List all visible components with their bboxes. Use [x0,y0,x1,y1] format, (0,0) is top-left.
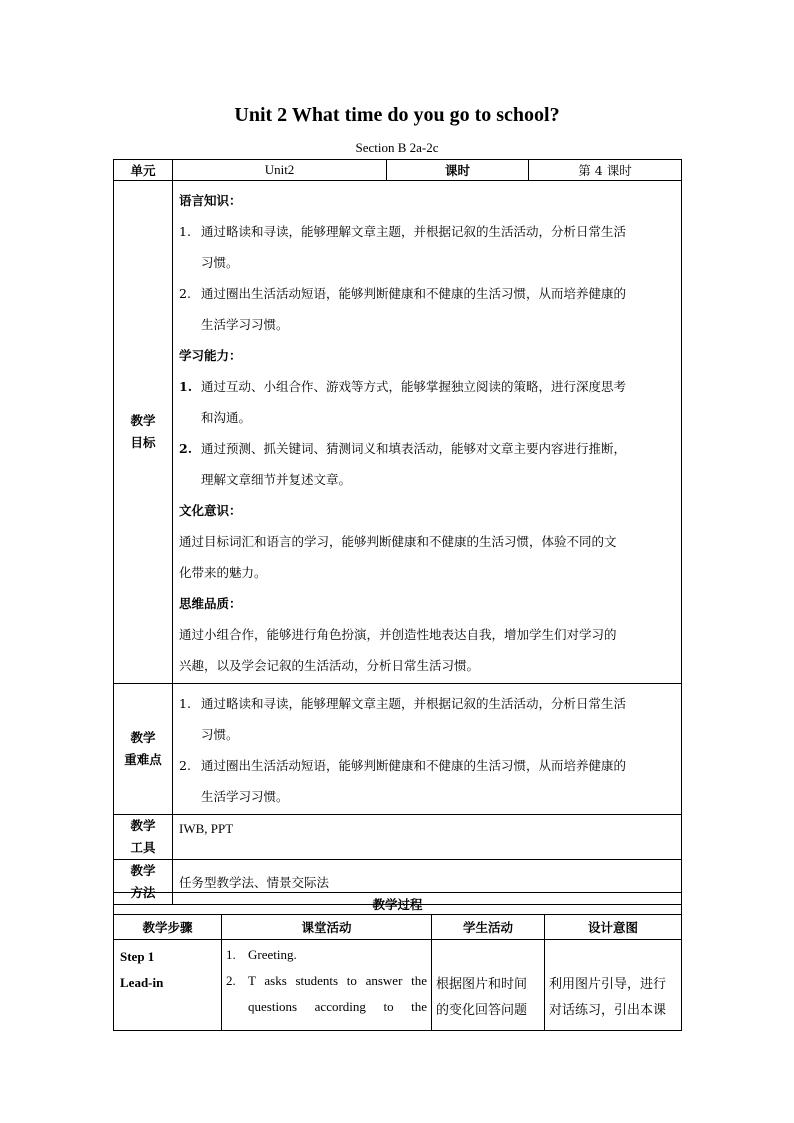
design-intent-line2: 对话练习，引出本课 [549,1003,667,1018]
objectives-row [114,181,682,684]
objectives-label-line2: 目标 [130,435,156,450]
item-text: 通过略读和寻读，能够理解文章主题，并根据记叙的生活活动，分析日常生活 [201,696,627,711]
class-activity-cell [222,940,432,1031]
design-intent-cell [545,940,682,1031]
methods-label-line2: 方法 [130,885,156,900]
period-value: 第 4 课时 [529,160,682,181]
language-heading: 语言知识： [179,193,242,208]
thinking-text-line2: 兴趣，以及学会记叙的生活活动，分析日常生活习惯。 [179,658,480,673]
key-point-item-2 [179,750,675,812]
teaching-process-table [113,892,682,1031]
item-number: 1. [179,224,191,239]
item-text-cont: 和沟通。 [201,410,252,425]
item-number: 2. [179,286,191,301]
header-student-activity: 学生活动 [432,915,545,940]
document-subtitle: Section B 2a-2c [355,140,439,155]
activity-text: Greeting. [248,947,297,962]
language-item-2 [179,278,675,340]
tools-label-line2: 工具 [130,840,156,855]
key-points-label-line2: 重难点 [124,752,162,767]
item-number: 2. [179,758,191,773]
item-text: 通过互动、小组合作、游戏等方式，能够掌握独立阅读的策略，进行深度思考 [201,379,627,394]
tools-row [114,815,682,860]
unit-label: 单元 [114,160,173,181]
header-design-intent: 设计意图 [545,915,682,940]
student-activity-line1: 根据图片和时间 [436,977,528,992]
methods-label-line1: 教学 [130,863,156,878]
activity-text-cont: questions according to the [248,999,427,1014]
key-points-label-line1: 教学 [130,730,156,745]
language-item-1 [179,216,675,278]
culture-heading: 文化意识： [179,503,242,518]
student-activity-cell [432,940,545,1031]
ability-item-1 [179,371,675,433]
item-text-cont: 生活学习习惯。 [201,789,289,804]
step-number: Step 1 [120,949,155,964]
tools-label [114,815,173,860]
item-number: 2. [179,441,193,456]
step-name: Lead-in [120,975,164,990]
design-intent-line1: 利用图片引导，进行 [549,977,667,992]
item-text-cont: 理解文章细节并复述文章。 [201,472,352,487]
activity-item-1 [226,942,427,968]
thinking-heading: 思维品质： [179,596,242,611]
activity-number: 2. [226,973,236,988]
tools-value: IWB, PPT [173,815,682,860]
objectives-content [173,181,682,684]
activity-item-2 [226,968,427,994]
header-class-activity: 课堂活动 [222,915,432,940]
ability-heading: 学习能力： [179,348,242,363]
item-text: 通过圈出生活活动短语，能够判断健康和不健康的生活习惯，从而培养健康的 [201,758,627,773]
key-points-row [114,684,682,815]
info-row [114,160,682,181]
tools-label-line1: 教学 [130,818,156,833]
item-text-cont: 习惯。 [201,727,239,742]
process-header-row [114,915,682,940]
item-number: 1. [179,379,193,394]
item-text-cont: 习惯。 [201,255,239,270]
item-text: 通过预测、抓关键词、猜测词义和填表活动，能够对文章主要内容进行推断， [201,441,627,456]
activity-text: T asks students to answer the [248,973,427,988]
item-number: 1. [179,696,191,711]
objectives-label-line1: 教学 [130,413,156,428]
student-activity-line2: 的变化回答问题 [436,1003,528,1018]
key-point-item-1 [179,688,675,750]
activity-item-2-cont [226,994,427,1020]
header-step: 教学步骤 [114,915,222,940]
culture-text-line2: 化带来的魅力。 [179,565,267,580]
process-title-row [114,893,682,915]
process-title: 教学过程 [114,893,682,915]
activity-number: 1. [226,947,236,962]
thinking-text-line1: 通过小组合作，能够进行角色扮演，并创造性地表达自我，增加学生们对学习的 [179,627,617,642]
document-title: Unit 2 What time do you go to school? [234,104,560,126]
lesson-info-table [113,159,682,905]
key-points-content [173,684,682,815]
item-text-cont: 生活学习习惯。 [201,317,289,332]
item-text: 通过略读和寻读，能够理解文章主题，并根据记叙的生活活动，分析日常生活 [201,224,627,239]
culture-text-line1: 通过目标词汇和语言的学习，能够判断健康和不健康的生活习惯，体验不同的文 [179,534,617,549]
process-row-step1 [114,940,682,1031]
item-text: 通过圈出生活活动短语，能够判断健康和不健康的生活习惯，从而培养健康的 [201,286,627,301]
methods-value: 任务型教学法、情景交际法 [173,860,682,905]
ability-item-2 [179,433,675,495]
key-points-label [114,684,173,815]
objectives-label [114,181,173,684]
period-label: 课时 [387,160,529,181]
step-cell [114,940,222,1031]
unit-value: Unit2 [173,160,387,181]
